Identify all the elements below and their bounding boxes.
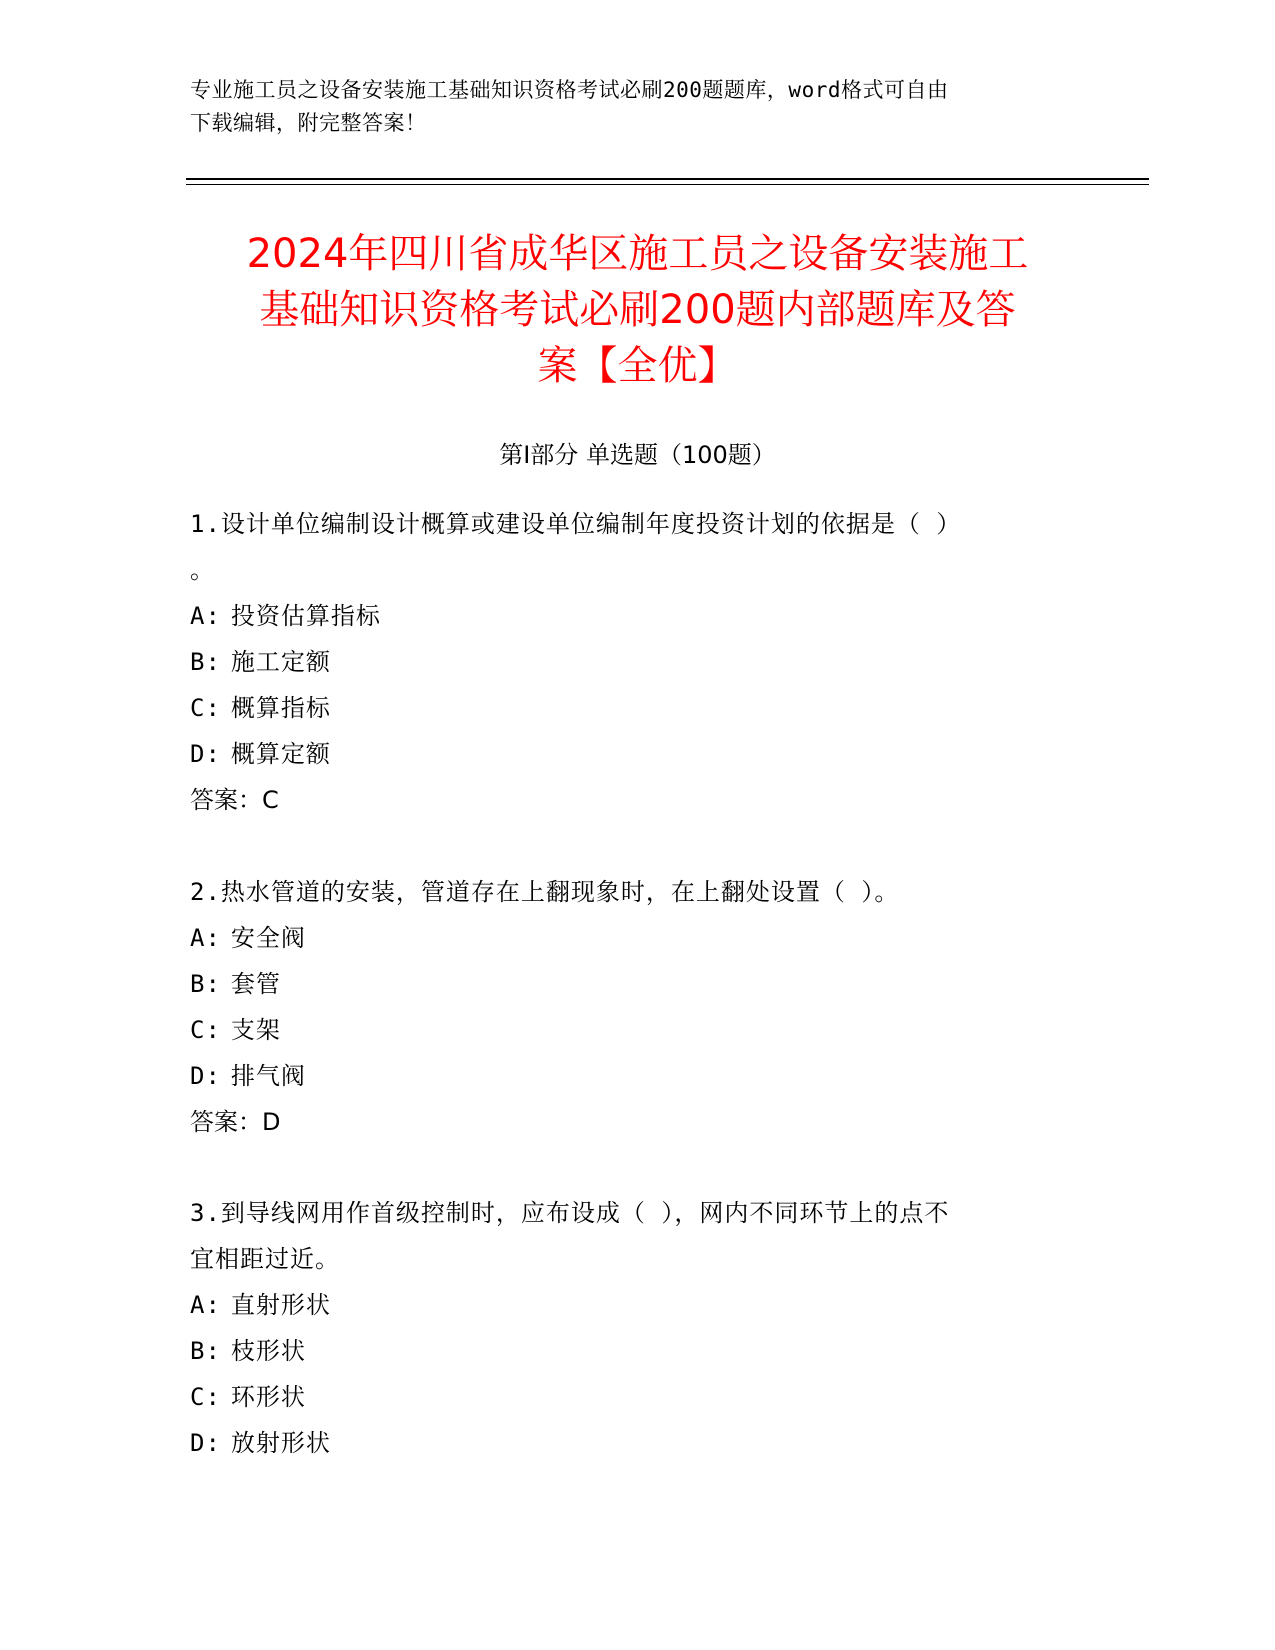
option-letter: A: (190, 1291, 221, 1319)
option-c (190, 1374, 1090, 1420)
option-text: 支架 (230, 1016, 281, 1044)
option-d (190, 1053, 1090, 1099)
document-title-line-2: 基础知识资格考试必刷200题内部题库及答 (259, 287, 1016, 333)
question-stem (190, 869, 1090, 915)
option-text: 枝形状 (230, 1337, 306, 1365)
option-letter: C: (190, 1383, 221, 1411)
option-letter: A: (190, 924, 221, 952)
question-stem-line-1: 2.热水管道的安装，管道存在上翻现象时，在上翻处设置（ ）。 (190, 878, 900, 906)
option-text: 概算定额 (230, 740, 331, 768)
option-letter: B: (190, 648, 221, 676)
section-title: 第Ⅰ部分 单选题（100题） (499, 441, 776, 469)
question-2 (190, 869, 1090, 1145)
option-b (190, 1328, 1090, 1374)
option-text: 概算指标 (230, 694, 331, 722)
answer: 答案：C (190, 786, 279, 814)
option-letter: A: (190, 602, 221, 630)
option-letter: B: (190, 1337, 221, 1365)
option-a (190, 593, 1090, 639)
option-letter: B: (190, 970, 221, 998)
question-stem-line-1: 1.设计单位编制设计概算或建设单位编制年度投资计划的依据是（ ） (190, 510, 962, 538)
option-letter: D: (190, 1429, 221, 1457)
option-b (190, 961, 1090, 1007)
option-letter: C: (190, 1016, 221, 1044)
question-stem (190, 1190, 1090, 1282)
option-text: 施工定额 (230, 648, 331, 676)
question-stem-line-2: 。 (190, 556, 215, 584)
option-c (190, 1007, 1090, 1053)
option-letter: D: (190, 740, 221, 768)
option-text: 排气阀 (230, 1062, 306, 1090)
question-stem-line-2: 宜相距过近。 (190, 1245, 340, 1273)
option-letter: D: (190, 1062, 221, 1090)
header-note-line-2: 下载编辑，附完整答案！ (190, 111, 427, 135)
document-title (186, 226, 1089, 394)
option-text: 投资估算指标 (230, 602, 381, 630)
answer: 答案：D (190, 1108, 281, 1136)
document-title-line-1: 2024年四川省成华区施工员之设备安装施工 (246, 231, 1029, 277)
question-stem (190, 501, 1090, 593)
question-3 (190, 1190, 1090, 1466)
option-a (190, 915, 1090, 961)
option-a (190, 1282, 1090, 1328)
question-stem-line-1: 3.到导线网用作首级控制时，应布设成（ ），网内不同环节上的点不 (190, 1199, 950, 1227)
option-text: 安全阀 (230, 924, 306, 952)
option-text: 套管 (230, 970, 281, 998)
header-rule-thin (186, 184, 1149, 185)
header-rule-thick (186, 178, 1149, 180)
option-d (190, 1420, 1090, 1466)
option-d (190, 731, 1090, 777)
option-text: 直射形状 (230, 1291, 331, 1319)
option-b (190, 639, 1090, 685)
option-letter: C: (190, 694, 221, 722)
question-1 (190, 501, 1090, 823)
document-title-line-3: 案【全优】 (537, 343, 738, 389)
header-note-line-1: 专业施工员之设备安装施工基础知识资格考试必刷200题题库，word格式可自由 (190, 78, 949, 102)
option-text: 环形状 (230, 1383, 306, 1411)
header-note (190, 74, 1090, 140)
option-text: 放射形状 (230, 1429, 331, 1457)
option-c (190, 685, 1090, 731)
